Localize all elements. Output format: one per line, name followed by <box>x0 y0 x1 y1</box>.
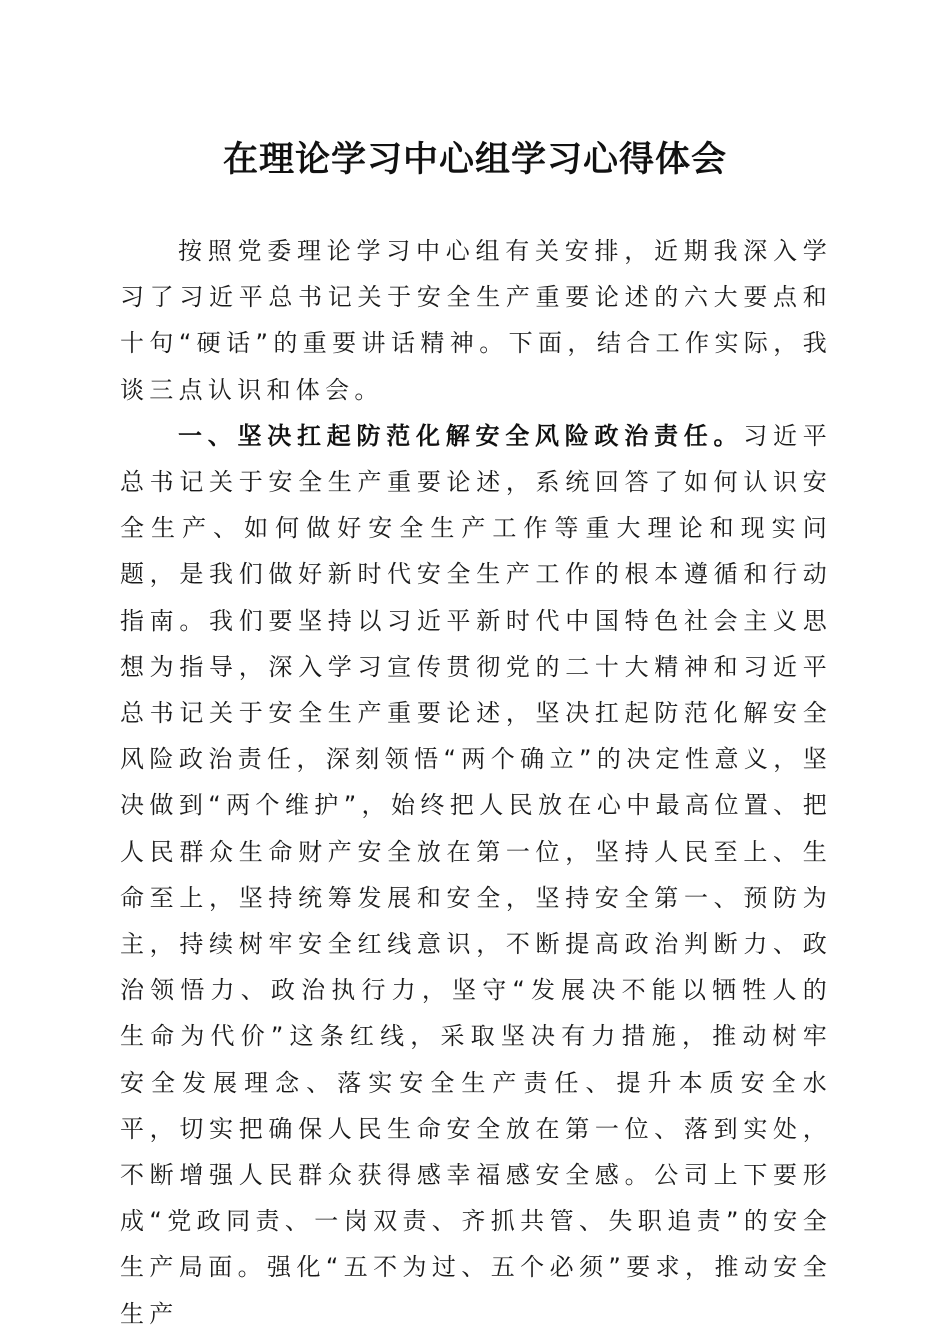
intro-paragraph-text: 按照党委理论学习中心组有关安排，近期我深入学习了习近平总书记关于安全生产重要论述的六大要点和十句“硬话”的重要讲话精神。下面，结合工作实际，我谈三点认识和体会。 <box>120 237 832 404</box>
intro-paragraph <box>120 228 832 413</box>
document-title: 在理论学习中心组学习心得体会 <box>222 139 727 180</box>
document-body <box>120 228 832 1337</box>
section-one-heading: 一、坚决扛起防范化解安全风险政治责任。 <box>178 421 744 450</box>
section-one-paragraph <box>120 413 832 1337</box>
section-one-text: 习近平总书记关于安全生产重要论述，系统回答了如何认识安全生产、如何做好安全生产工作等重大理论和现实问题，是我们做好新时代安全生产工作的根本遵循和行动指南。我们要坚持以习近平新时代中国特色社会主义思想为指导，深入学习宣传贯彻党的二十大精神和习近平总书记关于安全生产重要论述，坚决扛起防范化解安全风险政治责任，深刻领悟“两个确立”的决定性意义，坚决做到“两个维护”，始终把人民放在心中最高位置、把人民群众生命财产安全放在第一位，坚持人民至上、生命至上，坚持统筹发展和安全，坚持安全第一、预防为主，持续树牢安全红线意识，不断提高政治判断力、政治领悟力、政治执行力，坚守“发展决不能以牺牲人的生命为代价”这条红线，采取坚决有力措施，推动树牢安全发展理念、落实安全生产责任、提升本质安全水平，切实把确保人民生命安全放在第一位、落到实处，不断增强人民群众获得感幸福感安全感。公司上下要形成“党政同责、一岗双责、齐抓共管、失职追责”的安全生产局面。强化“五不为过、五个必须”要求，推动安全生产 <box>120 421 832 1328</box>
